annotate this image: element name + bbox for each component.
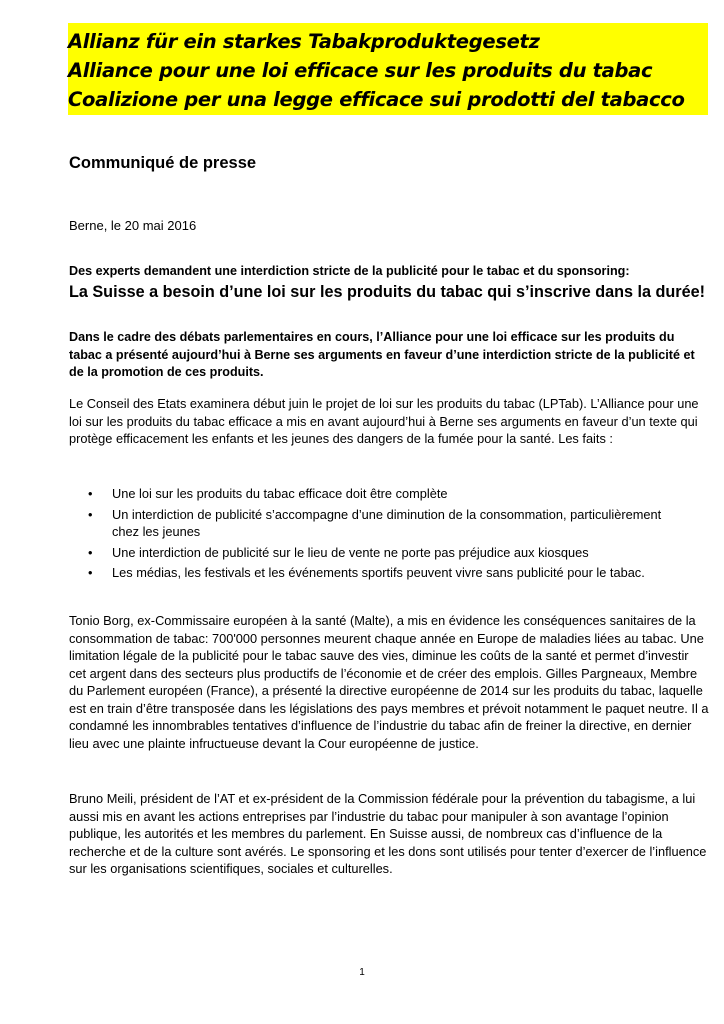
paragraph-meili: Bruno Meili, président de l’AT et ex-président de la Commission fédérale pour la prévention du tabagisme, a lui aussi mis en avant les actions entreprises par l’industrie du tabac pour manipuler à son avantage l’opinion publique, les autorités et les membres du parlement. En Suisse aussi, de nombreux cas d’influence de la recherche et de la culture sont avérés. Le sponsoring et les dons sont utilisés pour tenter d’exercer de l’influence sur les organisations scientifiques, sociales et culturelles.	[69, 791, 707, 876]
dateline: Berne, le 20 mai 2016	[69, 218, 197, 233]
list-item-text: Un interdiction de publicité s’accompagne d’une diminution de la consommation, particulièrement chez les jeunes	[112, 506, 662, 539]
list-item	[88, 485, 688, 503]
paragraph-borg: Tonio Borg, ex-Commissaire européen à la santé (Malte), a mis en évidence les conséquences sanitaires de la consommation de tabac: 700'000 personnes meurent chaque année en Europe de maladies liées au tabac. Une limitation légale de la publicité pour le tabac sauve des vies, diminue les coûts de la santé et permet d’investir cet argent dans des secteurs plus productifs de l’économie et de créer des emplois. Gilles Pargneaux, Membre du Parlement européen (France), a présenté la directive européenne de 2014 sur les produits du tabac, laquelle est en train d’être transposée dans les législations des pays membres et prévoit notamment le paquet neutre. Il a condamné les innombrables tentatives d’influence de l’industrie du tabac afin de freiner la directive, en dernier lieu avec une plainte infructueuse devant la Cour européenne de justice.	[69, 613, 709, 751]
bullet-icon: •	[88, 486, 93, 501]
banner-line-german: Allianz für ein starkes Tabakproduktegesetz	[68, 30, 540, 53]
list-item-text: Une loi sur les produits du tabac efficace doit être complète	[112, 486, 448, 501]
list-item	[88, 564, 688, 582]
bullet-icon: •	[88, 506, 93, 522]
banner-line-italian: Coalizione per una legge efficace sui prodotti del tabacco	[68, 88, 685, 111]
paragraph-intro: Le Conseil des Etats examinera début juin le projet de loi sur les produits du tabac (LPTab). L’Alliance pour une loi sur les produits du tabac efficace a mis en avant aujourd’hui à Berne ses arguments en faveur d’un texte qui protège efficacement les enfants et les jeunes des dangers de la fumée pour la santé. Les faits :	[69, 396, 699, 446]
title-banner	[68, 23, 708, 115]
list-item	[88, 544, 688, 562]
bullet-icon: •	[88, 544, 93, 560]
kicker-line: Des experts demandent une interdiction stricte de la publicité pour le tabac et du sponsoring:	[69, 264, 630, 278]
list-item-text: Les médias, les festivals et les événements sportifs peuvent vivre sans publicité pour le tabac.	[112, 565, 645, 580]
lead-paragraph: Dans le cadre des débats parlementaires en cours, l’Alliance pour une loi efficace sur les produits du tabac a présenté aujourd’hui à Berne ses arguments en faveur d’une interdiction stricte de la publicité et de la promotion de ces produits.	[69, 330, 695, 379]
banner-line-french: Alliance pour une loi efficace sur les produits du tabac	[68, 59, 653, 82]
list-item	[88, 506, 688, 541]
list-item-text: Une interdiction de publicité sur le lieu de vente ne porte pas préjudice aux kiosques	[112, 544, 589, 560]
press-release-heading: Communiqué de presse	[69, 154, 257, 172]
bullet-icon: •	[88, 565, 93, 580]
page-number: 1	[359, 967, 365, 978]
facts-list	[88, 485, 688, 585]
article-title: La Suisse a besoin d’une loi sur les produits du tabac qui s’inscrive dans la durée!	[69, 283, 705, 301]
